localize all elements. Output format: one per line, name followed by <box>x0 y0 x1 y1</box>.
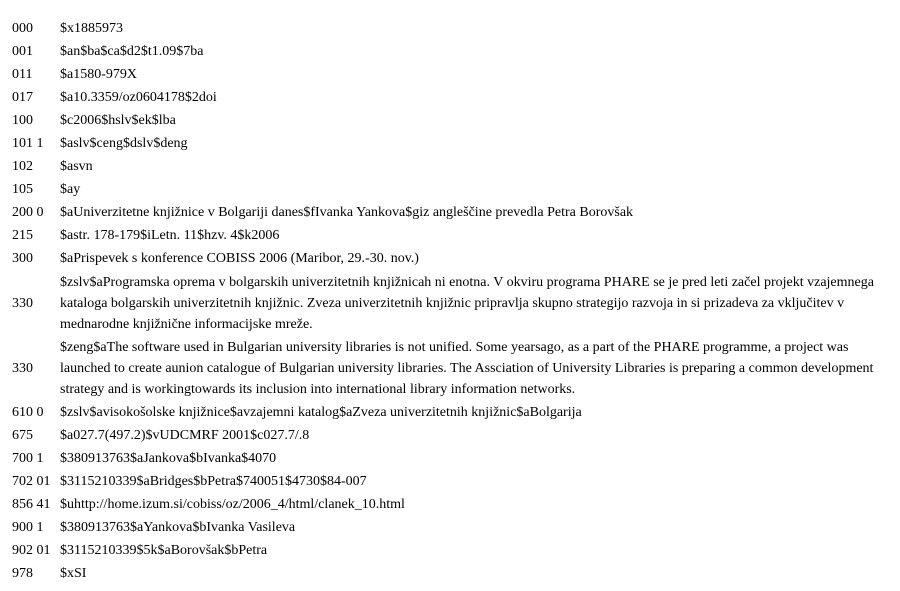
field-content: $c2006$hslv$ek$lba <box>60 112 176 128</box>
field-content: $aPrispevek s konference COBISS 2006 (Maribor, 29.-30. nov.) <box>60 250 419 266</box>
field-100 <box>12 109 892 132</box>
field-content: $xSI <box>60 565 87 581</box>
field-tag: 105 <box>12 181 33 197</box>
field-tag: 011 <box>12 66 33 82</box>
field-content: $astr. 178-179$iLetn. 11$hzv. 4$k2006 <box>60 227 280 243</box>
field-330-slv <box>12 271 892 335</box>
field-tag: 675 <box>12 427 33 443</box>
field-tag: 330 <box>12 360 33 376</box>
field-702 <box>12 470 892 493</box>
field-content: $zslv$aProgramska oprema v bolgarskih univerzitetnih knjižnicah ni enotna. V okviru programa PHARE se je pred leti začel projekt vzajemnega kataloga bolgarskih univerzitetnih knjižnic. Zveza univerzitetnih knjižnic pripravlja skupno strategijo razvoja in si prizadeva za vključitev v mednarodne knjižnične informacijske mreže. <box>60 274 874 332</box>
field-tag: 200 0 <box>12 204 44 220</box>
field-content: $ay <box>60 181 81 197</box>
field-300 <box>12 247 892 270</box>
field-tag: 017 <box>12 89 33 105</box>
field-tag: 702 01 <box>12 473 51 489</box>
field-content: $an$ba$ca$d2$t1.09$7ba <box>60 43 204 59</box>
field-content: $380913763$aYankova$bIvanka Vasileva <box>60 519 296 535</box>
field-tag: 902 01 <box>12 542 51 558</box>
field-330-eng <box>12 336 892 400</box>
field-content: $3115210339$5k$aBorovšak$bPetra <box>60 542 268 558</box>
field-content: $a1580-979X <box>60 66 137 82</box>
field-content: $a027.7(497.2)$vUDCMRF 2001$c027.7/.8 <box>60 427 310 443</box>
field-215 <box>12 224 892 247</box>
field-content: $x1885973 <box>60 20 123 36</box>
field-tag: 900 1 <box>12 519 44 535</box>
field-675 <box>12 424 892 447</box>
field-content: $aslv$ceng$dslv$deng <box>60 135 188 151</box>
field-017 <box>12 86 892 109</box>
field-900 <box>12 516 892 539</box>
field-content: $3115210339$aBridges$bPetra$740051$4730$84-007 <box>60 473 367 489</box>
field-content: $380913763$aJankova$bIvanka$4070 <box>60 450 277 466</box>
field-001 <box>12 40 892 63</box>
field-610 <box>12 401 892 424</box>
field-content: $aUniverzitetne knjižnice v Bolgariji danes$fIvanka Yankova$giz angleščine prevedla Petra Borovšak <box>60 204 634 220</box>
field-tag: 300 <box>12 250 33 266</box>
field-tag: 700 1 <box>12 450 44 466</box>
field-011 <box>12 63 892 86</box>
field-000 <box>12 17 892 40</box>
field-700 <box>12 447 892 470</box>
field-content: $asvn <box>60 158 93 174</box>
field-tag: 000 <box>12 20 33 36</box>
field-200 <box>12 201 892 224</box>
field-tag: 610 0 <box>12 404 44 420</box>
field-content: $zeng$aThe software used in Bulgarian university libraries is not unified. Some yearsago, as a part of the PHARE programme, a project was launched to create aunion catalogue of Bulgarian university libraries. The Assciation of University Libraries is preparing a common development strategy and is workingtowards its inclusion into international library information networks. <box>60 339 874 397</box>
field-tag: 102 <box>12 158 33 174</box>
field-tag: 330 <box>12 295 33 311</box>
field-content: $a10.3359/oz0604178$2doi <box>60 89 217 105</box>
field-content: $uhttp://home.izum.si/cobiss/oz/2006_4/html/clanek_10.html <box>60 496 405 512</box>
field-978 <box>12 562 892 585</box>
field-tag: 100 <box>12 112 33 128</box>
field-856 <box>12 493 892 516</box>
field-105 <box>12 178 892 201</box>
field-102 <box>12 155 892 178</box>
field-tag: 215 <box>12 227 33 243</box>
field-tag: 101 1 <box>12 135 44 151</box>
field-tag: 978 <box>12 565 33 581</box>
field-tag: 856 41 <box>12 496 51 512</box>
field-content: $zslv$avisokošolske knjižnice$avzajemni katalog$aZveza univerzitetnih knjižnic$aBolgarija <box>60 404 582 420</box>
marc-record <box>12 17 892 585</box>
field-101 <box>12 132 892 155</box>
field-902 <box>12 539 892 562</box>
field-tag: 001 <box>12 43 33 59</box>
